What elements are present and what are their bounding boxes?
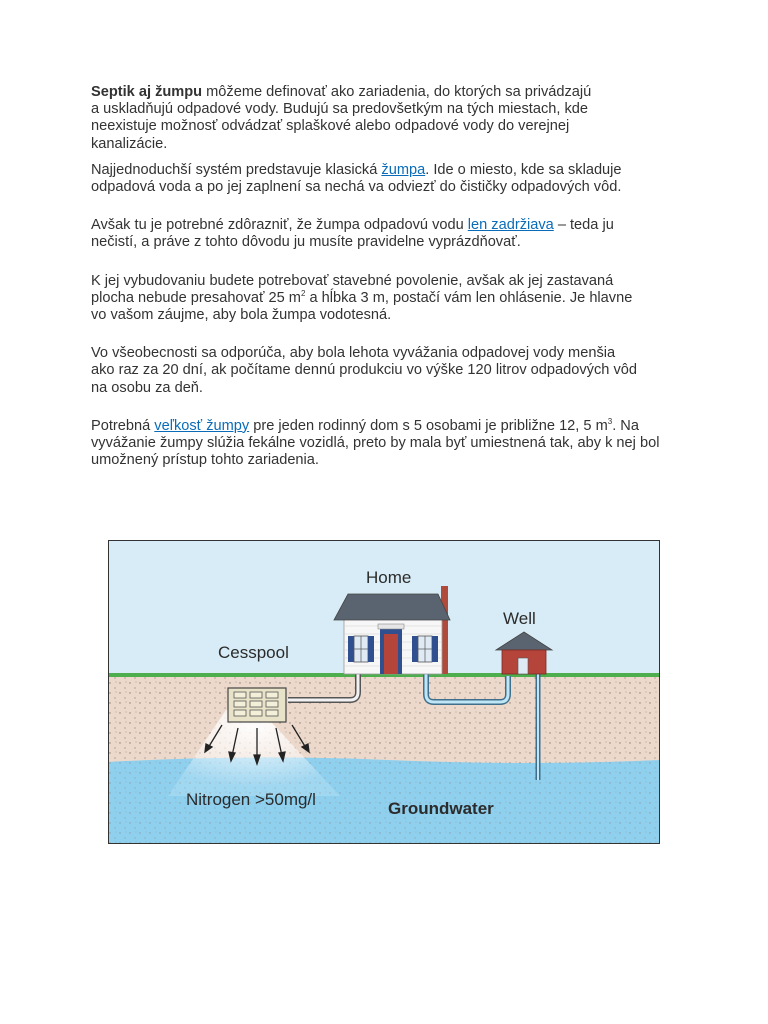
groundwater-label: Groundwater bbox=[388, 799, 494, 818]
paragraph-permit: K jej vybudovaniu budete potrebovať stavebné povolenie, avšak ak jej zastavaná plocha nebude presahovať 25 $m^2$ a hĺbka 3 m, postačí vám len ohlásenie. Je hlavne vo vašom záujme, aby bola žumpa vodotesná. bbox=[91, 272, 633, 324]
cesspool-label: Cesspool bbox=[218, 643, 289, 662]
link-len-zadrziava[interactable]: len zadržiava bbox=[467, 217, 554, 234]
home-label: Home bbox=[366, 568, 412, 587]
link-zumpa[interactable]: žumpa bbox=[381, 161, 426, 178]
paragraph-emptying-interval: Vo všeobecnosti sa odporúča, aby bola lehota vyvážania odpadovej vody menšia ako raz za 20 dní, ak počítame dennú produkciu vo výške 120 litrov odpadových vôd na osobu za deň. bbox=[91, 345, 637, 396]
paragraph-size: Potrebná veľkosť žumpy pre jeden rodinný dom s 5 osobami je približne 12, 5 $m^3$. Na vyvážanie žumpy slúžia fekálne vozidlá, preto by mala byť umiestnená tak, aby k nej bol umožnený prístup tohto zariadenia. bbox=[91, 416, 660, 469]
cesspool-tank bbox=[228, 688, 286, 722]
well-label: Well bbox=[503, 609, 536, 628]
paragraph-simplest-system: Najjednoduchší systém predstavuje klasická žumpa. Ide o miesto, kde sa skladuje odpadová voda a po jej zaplnení sa nechá va odviezť do čističky odpadových vôd. bbox=[91, 161, 622, 196]
home-building bbox=[334, 586, 450, 674]
diagram-svg bbox=[108, 540, 660, 844]
article-text bbox=[91, 84, 701, 469]
nitrogen-label: Nitrogen >50mg/l bbox=[186, 790, 316, 809]
cesspool-diagram bbox=[108, 540, 660, 844]
paragraph-holding-only: Avšak tu je potrebné zdôrazniť, že žumpa odpadovú vodu len zadržiava – teda ju nečistí, a práve z tohto dôvodu ju musíte pravidelne vyprázdňovať. bbox=[91, 217, 614, 251]
paragraph-definition: Septik aj žumpu môžeme definovať ako zariadenia, do ktorých sa privádzajú a uskladňujú odpadové vody. Budujú sa predovšetkým na tých miestach, kde neexistuje možnosť odvádzať splaškové alebo odpadové vody do verejnej kanalizácie. bbox=[91, 84, 592, 152]
link-velkost-zumpy[interactable]: veľkosť žumpy bbox=[154, 417, 250, 434]
bold-term: Septik aj žumpu bbox=[91, 84, 203, 100]
